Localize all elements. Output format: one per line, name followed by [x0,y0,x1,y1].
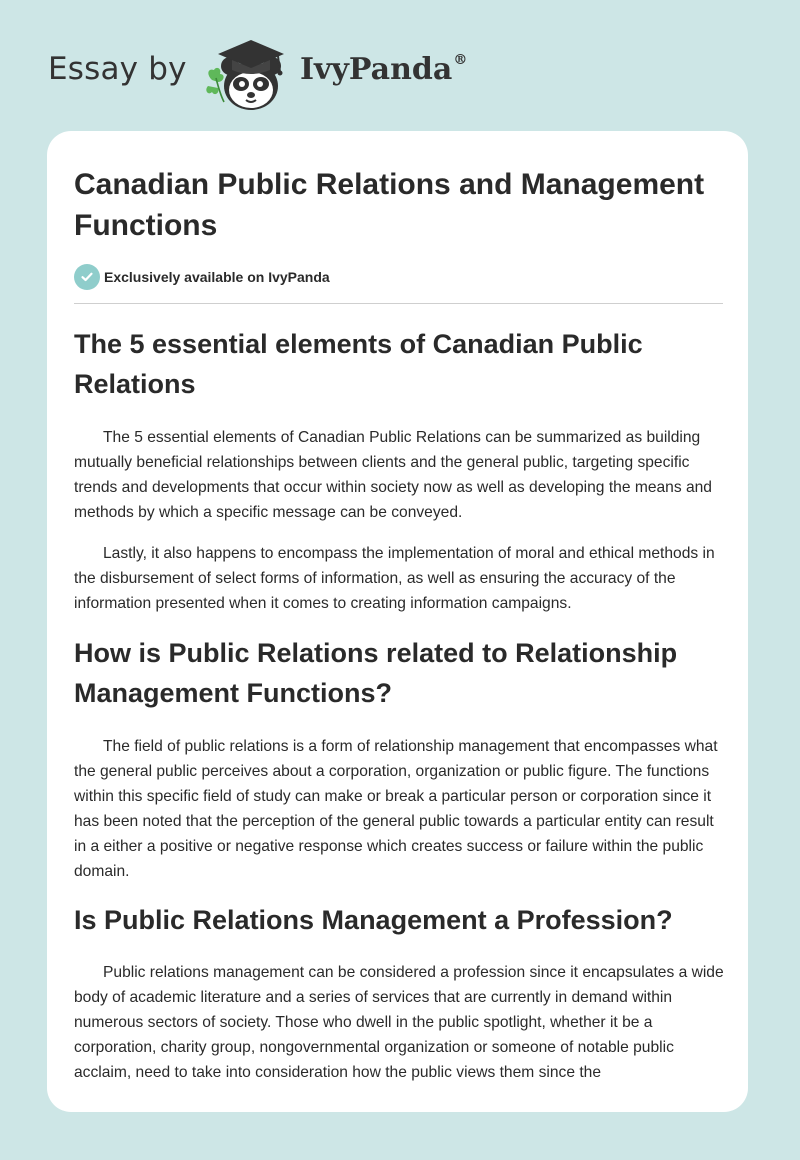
section-heading: How is Public Relations related to Relationship Management Functions? [74,638,678,708]
site-header [48,34,508,114]
paragraph: Public relations management can be considered a profession since it encapsulates a wide body of academic literature and a series of services that are currently in demand within numerous sectors of society. Those who dwell in the public spotlight, whether it be a corporation, charity group, nongovernmental organization or someone of notable public acclaim, need to take into consideration how the public views them since the [74,964,724,1081]
essay-by-label: Essay by [48,51,187,87]
exclusive-badge [74,264,330,290]
paragraph: Lastly, it also happens to encompass the implementation of moral and ethical methods in the disbursement of select forms of information, as well as ensuring the accuracy of the information presented when it comes to creating information campaigns. [74,545,715,612]
divider [74,303,723,304]
section-heading: Is Public Relations Management a Profession? [74,905,673,935]
registered-mark: ® [453,52,468,68]
section-heading: The 5 essential elements of Canadian Public Relations [74,329,643,399]
panda-graduation-cap-icon[interactable] [202,34,294,114]
paragraph: The field of public relations is a form of relationship management that encompasses what the general public perceives about a corporation, organization or public figure. The functions within this specific field of study can make or break a particular person or corporation since it has been noted that the perception of the general public towards a particular entity can result in a either a positive or negative response which creates success or failure within the public domain. [74,738,718,880]
ivy-leaf-icon [206,68,224,102]
check-circle-icon [74,264,100,290]
article-card [47,131,748,1112]
exclusive-label: Exclusively available on IvyPanda [104,269,330,285]
brand-name[interactable]: IvyPanda® [300,52,468,87]
paragraph: The 5 essential elements of Canadian Public Relations can be summarized as building mutually beneficial relationships between clients and the general public, targeting specific trends and developments that occur within society now as well as developing the means and methods by which a specific message can be conveyed. [74,429,712,521]
page-title: Canadian Public Relations and Management Functions [74,168,705,242]
